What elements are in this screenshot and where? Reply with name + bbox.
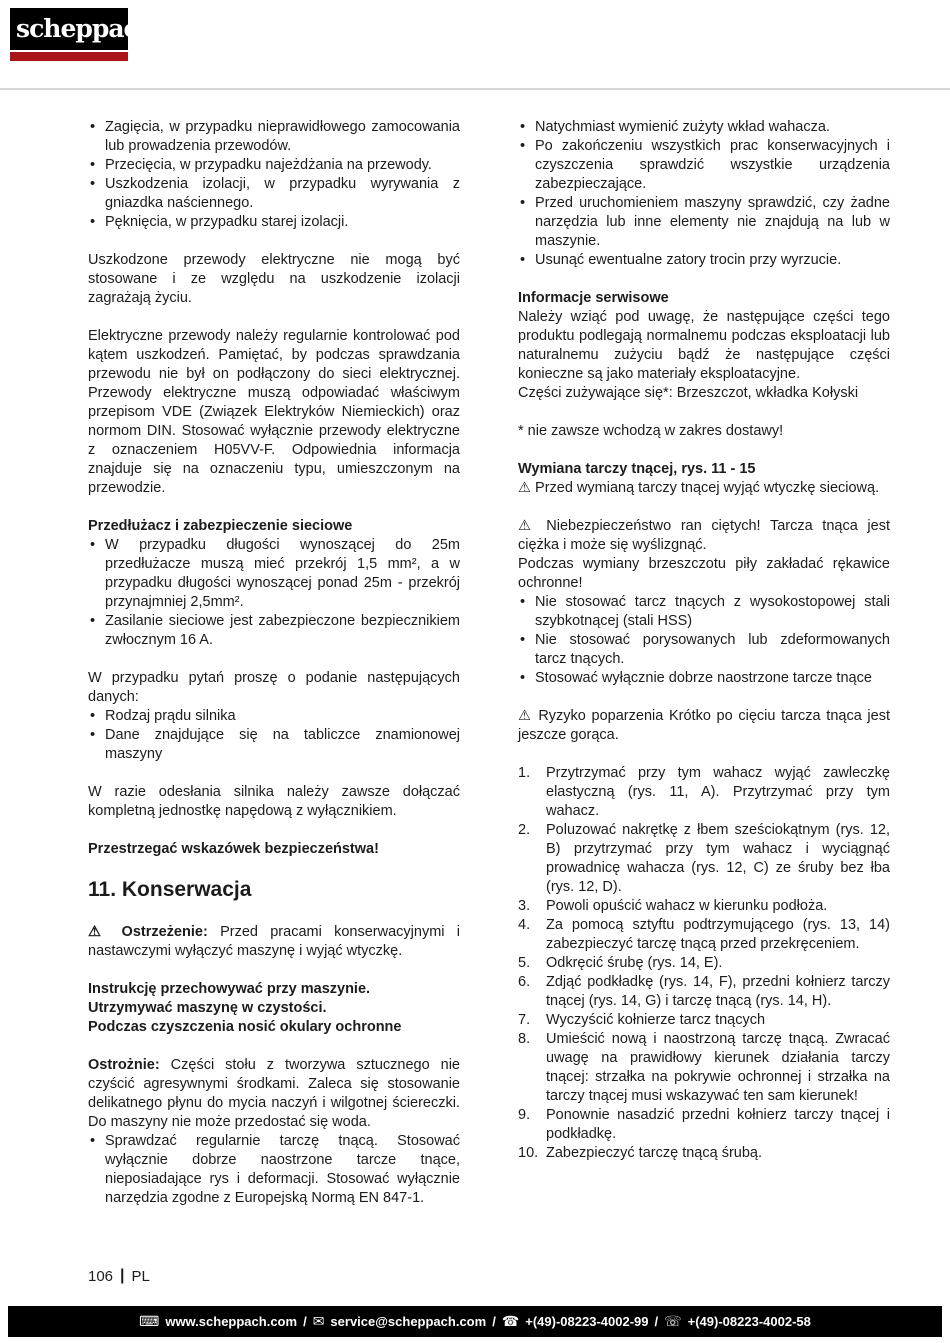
numbered-item: Zabezpieczyć tarczę tnącą śrubą. bbox=[546, 1145, 762, 1161]
paragraph bbox=[88, 1056, 460, 1132]
bold-line: Podczas czyszczenia nosić okulary ochronne bbox=[88, 1019, 402, 1035]
phone-icon: ☎ bbox=[501, 1313, 520, 1329]
paragraph bbox=[88, 923, 460, 961]
paragraph: W razie odesłania silnika należy zawsze dołączać kompletną jednostkę napędową z wyłącznikiem. bbox=[88, 784, 460, 819]
paragraph: Elektryczne przewody należy regularnie kontrolować pod kątem uszkodzeń. Pamiętać, by podczas sprawdzania przewodu nie był on podłączony do sieci elektrycznej. Przewody elektryczne muszą odpowiadać właściwym przepisom VDE (Związek Elektryków Niemieckich) oraz normom DIN. Stosować wyłącznie przewody elektryczne z oznaczeniem H05VV-F. Odpowiednia informacja znajduje się na oznaczeniu typu, umieszczonym na przewodzie. bbox=[88, 328, 460, 496]
brand-wordmark: scheppach bbox=[10, 8, 128, 50]
bullet-list bbox=[518, 118, 890, 270]
bullet-list bbox=[88, 118, 460, 232]
sub-heading: Wymiana tarczy tnącej, rys. 11 - 15 bbox=[518, 461, 756, 477]
bullet-item: • Przed uruchomieniem maszyny sprawdzić, czy żadne narzędzia lub inne elementy nie znajdują na lub w maszynie. bbox=[518, 194, 890, 251]
bullet-item: • Nie stosować porysowanych lub zdeformowanych tarcz tnących. bbox=[518, 631, 890, 669]
bold-line: Instrukcję przechowywać przy maszynie. bbox=[88, 981, 371, 997]
column-right bbox=[518, 118, 890, 1227]
page-number bbox=[88, 1267, 150, 1285]
bullet-list bbox=[88, 1132, 460, 1208]
bullet-list bbox=[88, 707, 460, 764]
paragraph: Należy wziąć pod uwagę, że następujące części tego produktu podlegają normalnemu podczas eksploatacji lub naturalnemu zużyciu bądź że następujące części konieczne są jako materiały eksploatacyjne. bbox=[518, 309, 890, 382]
bullet-item: • W przypadku długości wynoszącej do 25m przedłużacze muszą mieć przekrój 1,5 mm², a w przypadku długości wynoszącej ponad 25m - przekrój przynajmniej 2,5mm². bbox=[88, 536, 460, 612]
paragraph: Uszkodzone przewody elektryczne nie mogą być stosowane i ze względu na uszkodzenie izolacji zagrażają życiu. bbox=[88, 252, 460, 306]
envelope-icon: ✉ bbox=[312, 1313, 325, 1329]
bullet-item: • Przecięcia, w przypadku najeżdżania na przewody. bbox=[88, 156, 460, 175]
numbered-item: Przytrzymać przy tym wahacz wyjąć zawleczkę elastyczną (rys. 11, A). Przytrzymać przy tym wahacz. bbox=[546, 765, 890, 819]
numbered-item: Odkręcić śrubę (rys. 14, E). bbox=[546, 955, 723, 971]
bold-prefix: ⚠ Ostrzeżenie: bbox=[88, 924, 208, 940]
column-left bbox=[88, 118, 460, 1227]
paragraph: ⚠ Niebezpieczeństwo ran ciętych! Tarcza tnąca jest ciężka i może się wyślizgnąć. bbox=[518, 518, 890, 553]
numbered-item: Poluzować nakrętkę z łbem sześciokątnym (rys. 12, B) przytrzymać przy tym wahacz i wyciągnąć prowadnicę wahacza (rys. 12, C) ze śruby bez łba (rys. 12, D). bbox=[546, 822, 890, 895]
paragraph: Przestrzegać wskazówek bezpieczeństwa! bbox=[88, 841, 379, 857]
numbered-item: Zdjąć podkładkę (rys. 14, F), przedni kołnierz tarczy tnącej (rys. 14, G) i tarczę tnącą (rys. 14, H). bbox=[546, 974, 890, 1009]
bullet-item: • Nie stosować tarcz tnących z wysokostopowej stali szybkotnącej (stali HSS) bbox=[518, 593, 890, 631]
footer-separator: / bbox=[654, 1314, 659, 1329]
logo-red-stripe bbox=[10, 52, 128, 61]
bullet-item: • Po zakończeniu wszystkich prac konserwacyjnych i czyszczenia sprawdzić wszystkie urządzenia zabezpieczające. bbox=[518, 137, 890, 194]
page-number-value: 106 bbox=[88, 1267, 114, 1285]
bullet-item: • Pęknięcia, w przypadku starej izolacji. bbox=[88, 213, 460, 232]
sub-heading: Informacje serwisowe bbox=[518, 290, 669, 306]
paragraph: ⚠ Przed wymianą tarczy tnącej wyjąć wtyczkę sieciową. bbox=[518, 480, 880, 496]
bullet-item: • Usunąć ewentualne zatory trocin przy wyrzucie. bbox=[518, 251, 890, 270]
bullet-item: • Sprawdzać regularnie tarczę tnącą. Stosować wyłącznie dobrze naostrzone tarcze tnące, nieposiadające rys i deformacji. Stosować wyłącznie narzędzia zgodne z Europejską Normą EN 847-1. bbox=[88, 1132, 460, 1208]
header-divider-line bbox=[0, 88, 950, 90]
paragraph: Podczas wymiany brzeszczotu piły zakładać rękawice ochronne! bbox=[518, 556, 890, 591]
bold-line: Utrzymywać maszynę w czystości. bbox=[88, 1000, 327, 1016]
page-number-divider: | bbox=[120, 1267, 125, 1284]
bullet-item: • Zasilanie sieciowe jest zabezpieczone bezpiecznikiem zwłocznym 16 A. bbox=[88, 612, 460, 650]
fax-icon: ☏ bbox=[664, 1313, 682, 1329]
paragraph: ⚠ Ryzyko poparzenia Krótko po cięciu tarcza tnąca jest jeszcze gorąca. bbox=[518, 708, 890, 743]
footer-fax: +(49)-08223-4002-58 bbox=[687, 1314, 811, 1329]
bold-instruction-lines bbox=[88, 980, 460, 1037]
bullet-item: • Rodzaj prądu silnika bbox=[88, 707, 460, 726]
footer-phone: +(49)-08223-4002-99 bbox=[525, 1314, 649, 1329]
paragraph: Części zużywające się*: Brzeszczot, wkładka Kołyski bbox=[518, 385, 859, 401]
paragraph: * nie zawsze wchodzą w zakres dostawy! bbox=[518, 423, 784, 439]
computer-icon: ⌨ bbox=[139, 1313, 160, 1329]
numbered-item: Ponownie nasadzić przedni kołnierz tarczy tnącej i podkładkę. bbox=[546, 1107, 890, 1142]
numbered-item: Umieścić nową i naostrzoną tarczę tnącą. Zwracać uwagę na prawidłowy kierunek działania tarczy tnącej: strzałka na pokrywie ochronnej i strzałka na tarczy tnącej musi wskazywać ten sam kierunek! bbox=[546, 1031, 890, 1104]
bullet-item: • Zagięcia, w przypadku nieprawidłowego zamocowania lub prowadzenia przewodów. bbox=[88, 118, 460, 156]
bullet-list bbox=[518, 593, 890, 688]
bullet-item: • Dane znajdujące się na tabliczce znamionowej maszyny bbox=[88, 726, 460, 764]
footer-website: www.scheppach.com bbox=[165, 1314, 298, 1329]
section-title: 11. Konserwacja bbox=[88, 878, 252, 901]
content-columns bbox=[88, 118, 890, 1227]
paragraph: W przypadku pytań proszę o podanie następujących danych: bbox=[88, 670, 460, 705]
paragraph-text: Przed pracami konserwacyjnymi i nastawczymi wyłączyć maszynę i wyjąć wtyczkę. bbox=[88, 924, 461, 959]
scheppach-logo bbox=[10, 8, 155, 61]
page-language: PL bbox=[131, 1267, 150, 1285]
bullet-item: • Uszkodzenia izolacji, w przypadku wyrywania z gniazdka naściennego. bbox=[88, 175, 460, 213]
footer-separator: / bbox=[492, 1314, 496, 1329]
numbered-list bbox=[518, 764, 890, 1163]
footer-contact-bar bbox=[8, 1306, 942, 1337]
footer-separator: / bbox=[303, 1314, 307, 1329]
bullet-item: • Stosować wyłącznie dobrze naostrzone tarcze tnące bbox=[518, 669, 890, 688]
bullet-item: • Natychmiast wymienić zużyty wkład wahacza. bbox=[518, 118, 890, 137]
sub-heading: Przedłużacz i zabezpieczenie sieciowe bbox=[88, 518, 353, 534]
bullet-list bbox=[88, 536, 460, 650]
numbered-item: Wyczyścić kołnierze tarcz tnących bbox=[546, 1012, 766, 1028]
footer-email: service@scheppach.com bbox=[330, 1314, 487, 1329]
numbered-item: Powoli opuścić wahacz w kierunku podłoża. bbox=[546, 898, 828, 914]
bold-prefix: Ostrożnie: bbox=[88, 1057, 160, 1073]
paragraph-text: Części stołu z tworzywa sztucznego nie czyścić agresywnymi środkami. Zaleca się stosowanie delikatnego płynu do mycia naczyń i wilgotnej ściereczki. Do maszyny nie może przedostać się woda. bbox=[88, 1057, 460, 1130]
numbered-item: Za pomocą sztyftu podtrzymującego (rys. 13, 14) zabezpieczyć tarczę tnącą przed przekręceniem. bbox=[546, 917, 890, 952]
